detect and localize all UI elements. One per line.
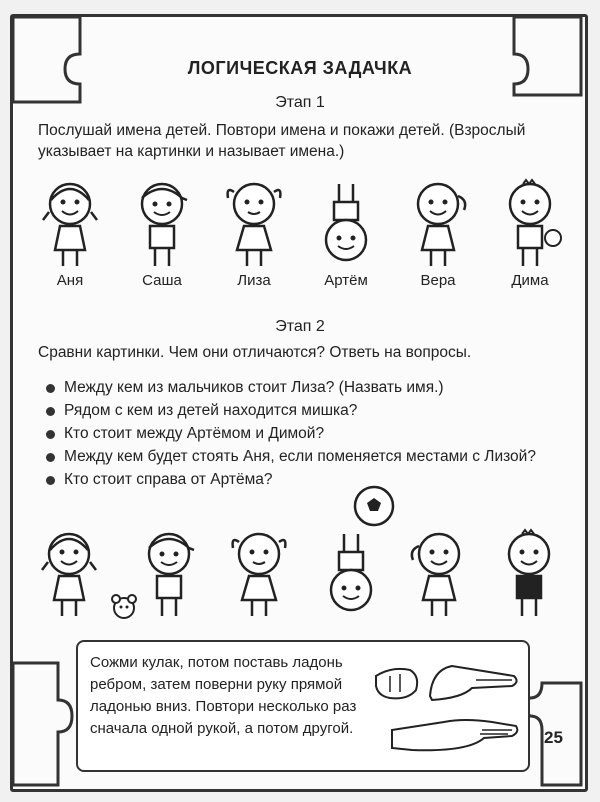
stage2-instructions: Сравни картинки. Чем они отличаются? Ответь на вопросы. [38,344,472,361]
exercise-text: Сожми кулак, потом поставь ладонь ребром, затем поверни руку прямой ладонью вниз. Повтори несколько раз сначала одной рукой, а потом другой. [90,654,357,737]
puzzle-corner-top-right-icon [500,14,584,98]
child-figure [134,520,204,625]
boy-figure-icon [495,178,565,270]
boy-figure-icon [311,178,381,270]
hand-edge-icon [430,666,517,700]
child-name: Артём [324,272,368,289]
child-artyom [306,178,386,289]
stage1-instructions: Послушай имена детей. Повтори имена и покажи детей. (Взрослый указывает на картинки и называет имена.) [38,122,526,160]
child-liza [214,178,294,289]
boy-figure-icon [316,520,386,620]
hands-illustration [372,656,522,762]
children-row [30,178,570,289]
child-figure [316,520,386,625]
page-number: 25 [544,728,563,747]
boy-figure-icon [134,520,204,620]
girl-figure-icon [404,520,474,620]
boy-figure-icon [494,520,564,620]
child-sasha [122,178,202,289]
child-vera [398,178,478,289]
child-dima [490,178,570,289]
hand-palm-icon [392,720,517,750]
girl-figure-icon [219,178,289,270]
girl-figure-icon [224,520,294,620]
question-item: Рядом с кем из детей находится мишка? [42,399,562,422]
girl-figure-icon [34,520,104,620]
question-item: Между кем из мальчиков стоит Лиза? (Назвать имя.) [42,376,562,399]
hand-fist-icon [376,669,417,698]
child-name: Дима [511,272,549,289]
exercise-box [76,640,530,772]
girl-figure-icon [35,178,105,270]
stage1-label: Этап 1 [275,94,325,111]
child-anya [30,178,110,289]
child-figure [224,520,294,625]
child-name: Вера [420,272,456,289]
question-item: Кто стоит справа от Артёма? [42,468,562,491]
boy-figure-icon [127,178,197,270]
page-title: ЛОГИЧЕСКАЯ ЗАДАЧКА [187,58,413,78]
child-name: Саша [142,272,182,289]
question-item: Между кем будет стоять Аня, если поменяется местами с Лизой? [42,445,562,468]
children-row-swapped [34,520,574,630]
child-name: Лиза [237,272,271,289]
questions-list [42,376,562,491]
child-figure [34,520,104,625]
child-name: Аня [56,272,84,289]
girl-figure-icon [403,178,473,270]
child-figure [494,520,564,625]
stage2-label: Этап 2 [275,318,325,335]
question-item: Кто стоит между Артёмом и Димой? [42,422,562,445]
child-figure [404,520,474,625]
